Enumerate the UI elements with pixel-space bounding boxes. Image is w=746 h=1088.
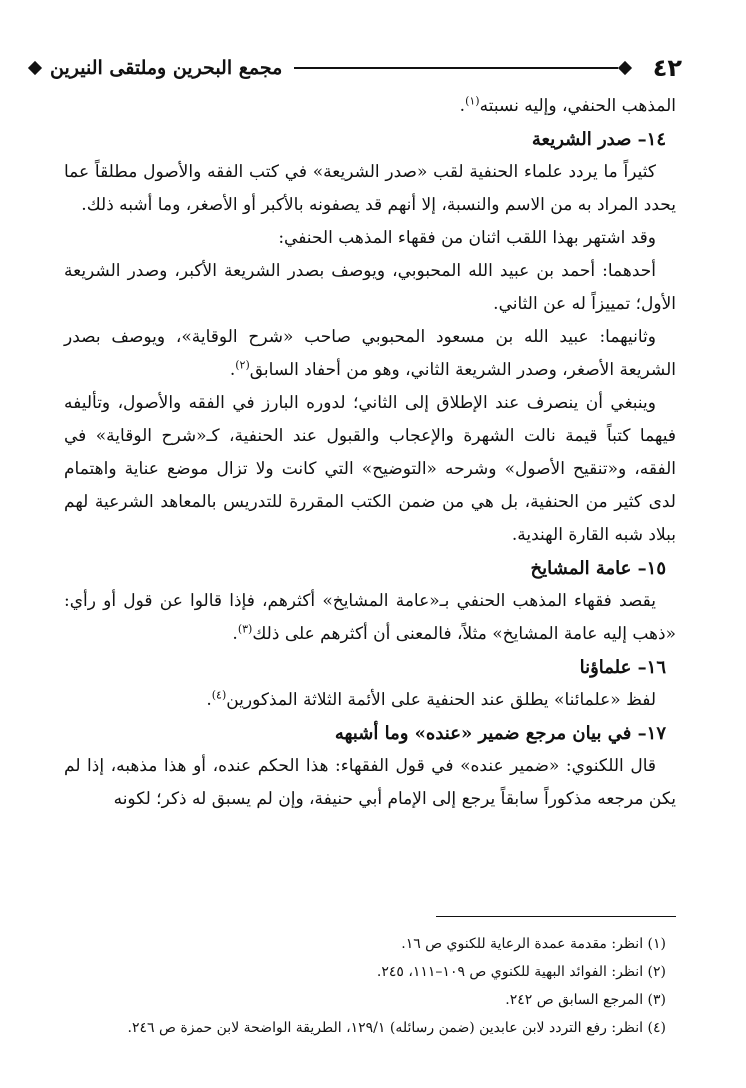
body-paragraph: أحدهما: أحمد بن عبيد الله المحبوبي، ويوصف بصدر الشريعة الأكبر، وصدر الشريعة الأول؛ تمييزاً له عن الثاني. [64,261,676,314]
body-paragraph: يقصد فقهاء المذهب الحنفي بـ«عامة المشايخ» أكثرهم، فإذا قالوا عن قول أو رأي: «ذهب إليه عامة المشايخ» مثلاً، فالمعنى أن أكثرهم على ذلك$^{(٣)}$. [64,591,676,644]
footnote: (٢) انظر: الفوائد البهية للكنوي ص ١٠٩–١١١، ٢٤٥. [376,964,666,980]
main-text [64,90,676,816]
diamond-ornament-icon [618,61,632,75]
header-rule [294,67,618,69]
running-header [30,50,682,86]
body-paragraph: وينبغي أن ينصرف عند الإطلاق إلى الثاني؛ لدوره البارز في الفقه والأصول، وتأليفه فيهما كتباً قيمة نالت الشهرة والإعجاب والقبول عند الحنفية، كـ«شرح الوقاية» في الفقه، و«تنقيح الأصول» وشرحه «التوضيح» التي كانت ولا تزال موضع عناية واهتمام لدى كثير من الحنفية، بل هي من ضمن الكتب المقررة للتدريس بالمعاهد الشرعية لهم ببلاد شبه القارة الهندية. [64,393,676,545]
running-title: مجمع البحرين وملتقى النيرين [50,57,283,79]
footnote: (١) انظر: مقدمة عمدة الرعاية للكنوي ص ١٦. [401,936,666,952]
footnote-marker[interactable]: (٣) [237,622,253,636]
footnote-separator [436,916,676,917]
footnote-marker[interactable]: (١) [465,94,480,108]
body-paragraph: كثيراً ما يردد علماء الحنفية لقب «صدر الشريعة» في كتب الفقه والأصول مطلقاً عما يحدد المراد به من الاسم والنسبة، إلا أنهم قد يصفونه بالأكبر أو الأصغر، وما أشبه ذلك. [64,162,676,215]
footnote-marker[interactable]: (٤) [211,688,227,702]
section-heading: ١٧– في بيان مرجع ضمير «عنده» وما أشبهه [334,723,666,744]
footnote-marker[interactable]: (٢) [235,358,250,372]
section-heading: ١٦– علماؤنا [579,657,666,678]
body-paragraph: قال اللكنوي: «ضمير عنده» في قول الفقهاء: هذا الحكم عنده، أو هذا مذهبه، إذا لم يكن مرجعه مذكوراً سابقاً يرجع إلى الإمام أبي حنيفة، وإن لم يسبق له ذكر؛ لكونه [64,756,676,809]
section-heading: ١٥– عامة المشايخ [530,558,666,579]
footnote: (٣) المرجع السابق ص ٢٤٢. [505,992,666,1008]
footnotes [64,930,676,1042]
footnote: (٤) انظر: رفع التردد لابن عابدين (ضمن رسائله) ١٢٩/١، الطريقة الواضحة لابن حمزة ص ٢٤٦. [127,1020,666,1036]
body-paragraph: لفظ «علمائنا» يطلق عند الحنفية على الأئمة الثلاثة المذكورين$^{(٤)}$. [206,688,656,710]
body-paragraph: وثانيهما: عبيد الله بن مسعود المحبوبي صاحب «شرح الوقاية»، ويوصف بصدر الشريعة الأصغر، وصدر الشريعة الثاني، وهو من أحفاد السابق$^{(٢)}$. [64,327,676,380]
body-paragraph: وقد اشتهر بهذا اللقب اثنان من فقهاء المذهب الحنفي: [278,228,656,248]
section-heading: ١٤– صدر الشريعة [531,129,666,150]
page-number: ٤٢ [652,54,682,82]
body-paragraph: المذهب الحنفي، وإليه نسبته$^{(١)}$. [459,94,676,116]
